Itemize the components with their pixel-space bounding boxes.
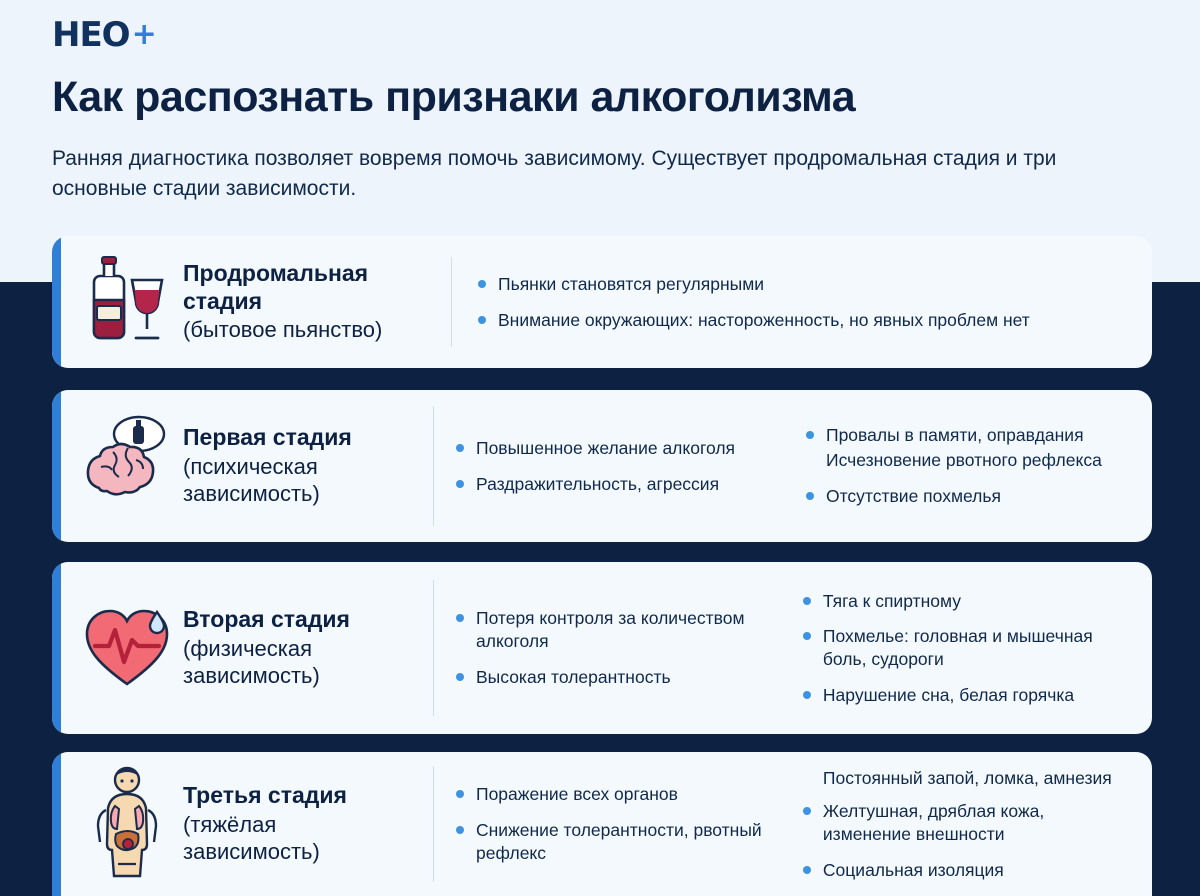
- symptom-column: [781, 590, 1134, 707]
- symptom-list: [803, 767, 1118, 882]
- symptom-list: [456, 783, 765, 864]
- brand-logo[interactable]: [52, 15, 157, 55]
- card-accent-bar: [52, 752, 61, 896]
- card-accent-bar: [52, 562, 61, 734]
- heart-with-pulse-icon: [71, 600, 183, 696]
- list-item: Тяга к спиртному: [803, 590, 1118, 613]
- list-item: Постоянный запой, ломка, амнезия: [822, 767, 1112, 788]
- card-accent-bar: [52, 390, 61, 542]
- stage-card: [52, 752, 1152, 896]
- symptom-column: [781, 767, 1134, 882]
- stage-name: [183, 606, 433, 689]
- list-item: Желтушная, дряблая кожа, изменение внешности: [803, 800, 1118, 846]
- list-item: Отсутствие похмелья: [806, 485, 1118, 508]
- card-body: [61, 752, 1152, 896]
- symptom-column: [434, 783, 781, 864]
- stage-subtitle: (тяжёлая зависимость): [183, 811, 320, 864]
- list-item: Исчезновение рвотного рефлекса: [826, 450, 1102, 471]
- wine-bottle-and-glass-icon: [71, 254, 183, 350]
- stage-subtitle: (бытовое пьянство): [183, 317, 383, 343]
- page-subtitle: Ранняя диагностика позволяет вовремя помочь зависимому. Существует продромальная стадия и три основные стадии зависимости.: [52, 147, 1057, 201]
- list-item: Провалы в памяти, оправдания: [806, 424, 1118, 447]
- symptom-list: [806, 424, 1118, 507]
- page-title: Как распознать признаки алкоголизма: [52, 73, 856, 121]
- human-body-organs-icon: [71, 766, 183, 882]
- stage-name: [183, 424, 433, 507]
- list-item: Раздражительность, агрессия: [456, 473, 768, 496]
- list-item: Поражение всех органов: [456, 783, 765, 806]
- list-item: Пьянки становятся регулярными: [478, 273, 1118, 296]
- card-body: [61, 390, 1152, 542]
- symptom-column: [434, 607, 781, 688]
- card-accent-bar: [52, 236, 61, 368]
- list-item: Похмелье: головная и мышечная боль, судороги: [803, 625, 1118, 671]
- list-item: Потеря контроля за количеством алкоголя: [456, 607, 765, 653]
- card-body: [61, 236, 1152, 368]
- list-item: Снижение толерантности, рвотный рефлекс: [456, 819, 765, 865]
- stage-title: Вторая стадия: [183, 606, 350, 633]
- stage-title: Продромальная стадия: [183, 259, 369, 314]
- stage-card: [52, 236, 1152, 368]
- stage-subtitle: (психическая зависимость): [183, 453, 320, 506]
- symptom-column: [434, 437, 784, 496]
- symptom-list: [456, 437, 768, 496]
- stage-title: Третья стадия: [183, 782, 347, 809]
- stage-title: Первая стадия: [183, 424, 352, 451]
- stage-card: [52, 390, 1152, 542]
- stage-symptom-columns: [451, 257, 1134, 347]
- stage-subtitle: (физическая зависимость): [183, 635, 320, 688]
- card-body: [61, 562, 1152, 734]
- symptom-column: [452, 273, 1134, 332]
- stage-name: [183, 782, 433, 865]
- stage-card: [52, 562, 1152, 734]
- stage-symptom-columns: [433, 580, 1134, 716]
- list-item: Нарушение сна, белая горячка: [803, 684, 1118, 707]
- brand-logo-plus-icon: +: [131, 17, 157, 52]
- brand-logo-text: HEO: [52, 15, 130, 55]
- stage-symptom-columns: [433, 766, 1134, 882]
- symptom-list: [456, 607, 765, 688]
- list-item: Высокая толерантность: [456, 666, 765, 689]
- symptom-list: [478, 273, 1118, 332]
- list-item: Внимание окружающих: настороженность, но явных проблем нет: [478, 309, 1118, 332]
- brain-with-thought-bubble-icon: [71, 412, 183, 520]
- list-item: Повышенное желание алкоголя: [456, 437, 768, 460]
- stage-symptom-columns: [433, 406, 1134, 526]
- list-item: Социальная изоляция: [803, 859, 1118, 882]
- stage-name: [183, 260, 451, 344]
- symptom-column: [784, 424, 1134, 507]
- symptom-list: [803, 590, 1118, 707]
